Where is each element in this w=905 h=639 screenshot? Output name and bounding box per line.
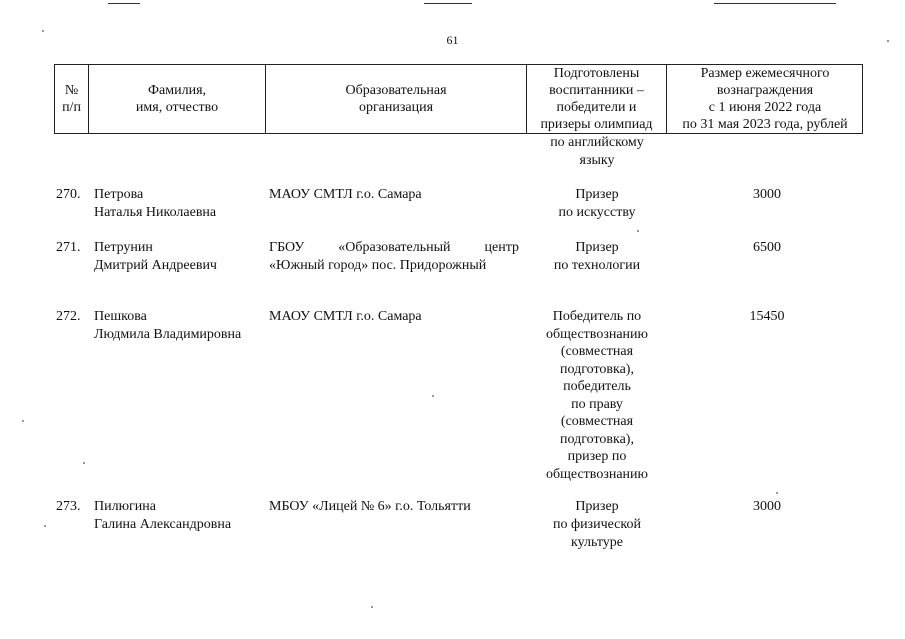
reward-amount: 3000 — [753, 187, 781, 202]
scan-speck — [776, 492, 778, 494]
scan-speck — [83, 462, 85, 464]
scan-line — [424, 3, 472, 4]
olympiad-result: Призер по технологии — [553, 240, 641, 273]
header-organization: Образовательная организация — [345, 83, 447, 115]
scan-speck — [22, 420, 24, 422]
scan-speck — [887, 40, 889, 42]
olympiad-result: Призер по искусству — [558, 187, 636, 220]
table-header — [54, 64, 863, 134]
given-name: Наталья Николаевна — [94, 205, 217, 220]
organization-line: ГБОУ «Образовательный центр — [269, 240, 519, 255]
header-prepared-winners: Подготовлены воспитанники – победители и призеры олимпиад — [540, 66, 653, 132]
given-name: Дмитрий Андреевич — [94, 258, 217, 273]
given-name: Галина Александровна — [94, 517, 232, 532]
row-number: 271. — [56, 240, 81, 255]
row-number: 273. — [56, 499, 81, 514]
continuation-text: по английскому языку — [550, 135, 644, 168]
organization: МАОУ СМТЛ г.о. Самара — [269, 187, 422, 202]
scan-speck — [371, 606, 373, 608]
scan-speck — [432, 395, 434, 397]
organization-line: «Южный город» пос. Придорожный — [269, 258, 487, 273]
olympiad-result: Победитель по обществознанию (совместная подготовка), победитель по праву (совместная подготовка), призер по обществознанию — [546, 309, 648, 482]
surname: Петрунин — [94, 240, 153, 255]
surname: Петрова — [94, 187, 144, 202]
scan-speck — [44, 525, 46, 527]
header-number: № п/п — [62, 83, 81, 115]
reward-amount: 15450 — [749, 309, 785, 324]
reward-amount: 6500 — [753, 240, 781, 255]
organization: МАОУ СМТЛ г.о. Самара — [269, 309, 422, 324]
surname: Пешкова — [94, 309, 147, 324]
organization: МБОУ «Лицей № 6» г.о. Тольятти — [269, 499, 471, 514]
reward-amount: 3000 — [753, 499, 781, 514]
olympiad-result: Призер по физической культуре — [553, 499, 641, 550]
header-full-name: Фамилия, имя, отчество — [135, 83, 219, 115]
scan-line — [108, 3, 140, 4]
scan-speck — [42, 30, 44, 32]
given-name: Людмила Владимировна — [94, 327, 242, 342]
row-number: 272. — [56, 309, 81, 324]
scan-speck — [637, 230, 639, 232]
row-number: 270. — [56, 187, 81, 202]
header-monthly-reward: Размер ежемесячного вознаграждения с 1 июня 2022 года по 31 мая 2023 года, рублей — [682, 66, 848, 132]
page-number: 61 — [446, 33, 459, 47]
scan-line — [714, 3, 836, 4]
surname: Пилюгина — [94, 499, 156, 514]
